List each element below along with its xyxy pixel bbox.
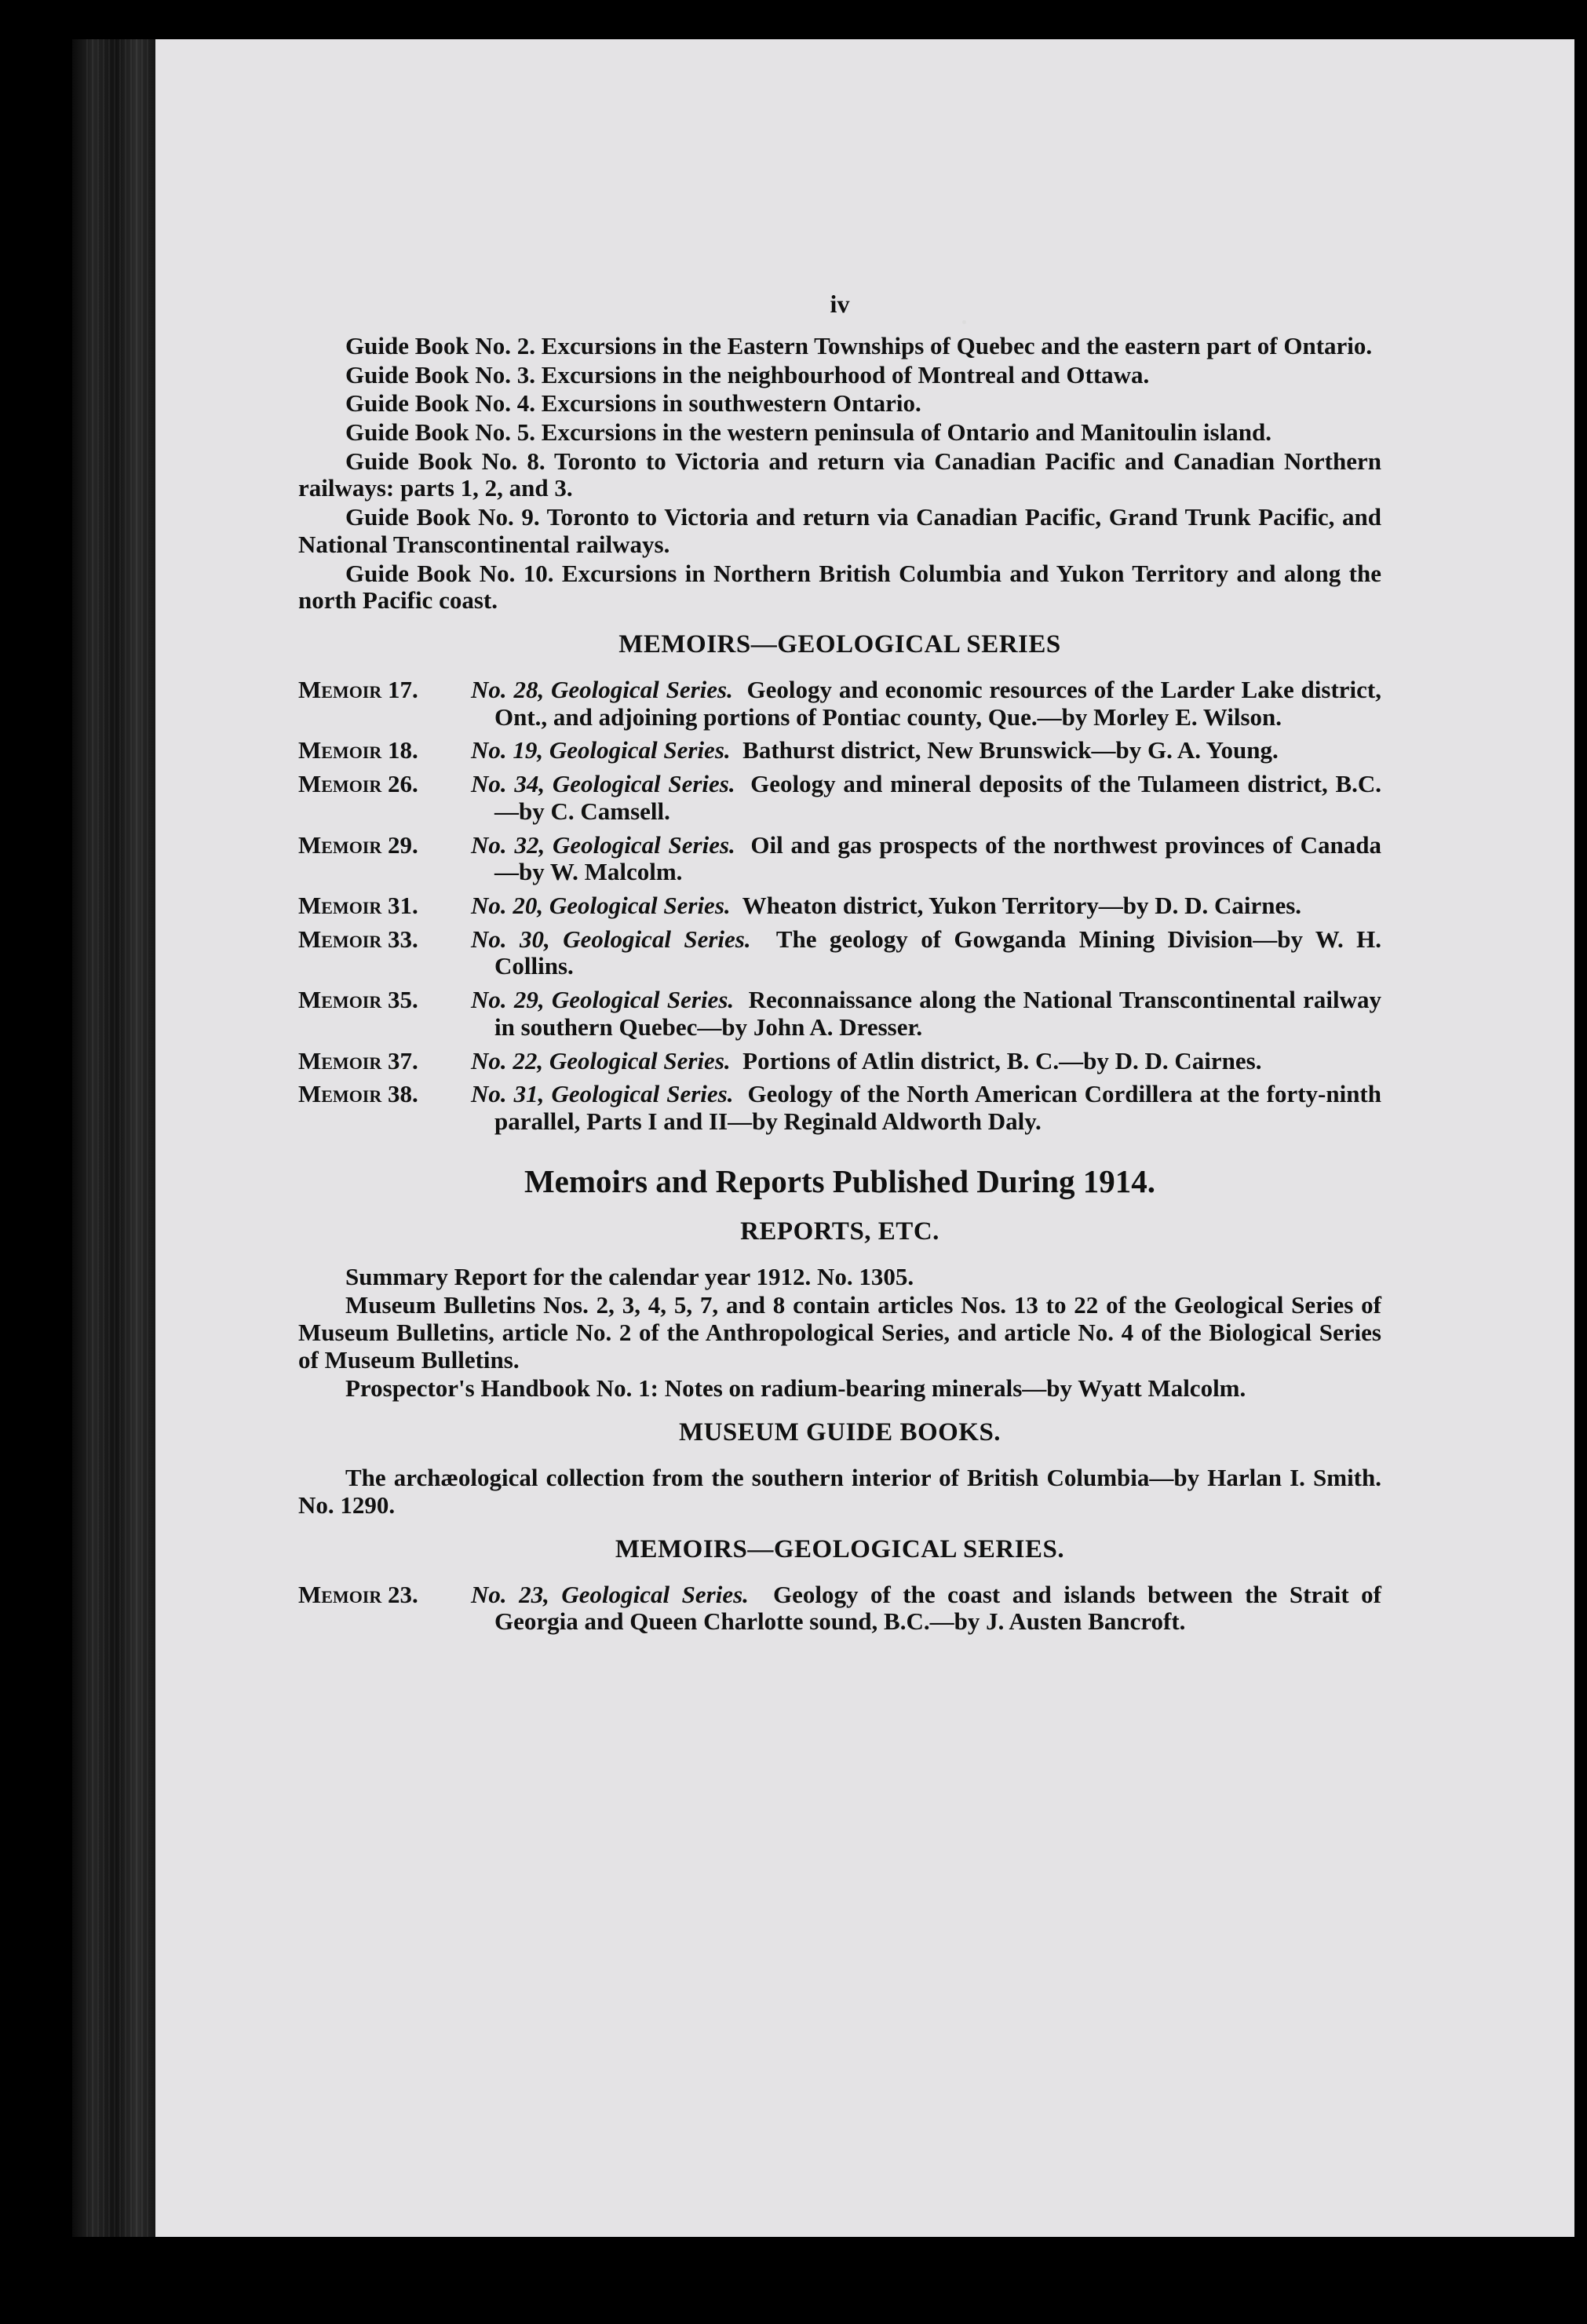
memoir-series: No. 23, Geological Series. bbox=[471, 1580, 749, 1608]
memoir-label: Memoir 18. bbox=[298, 736, 418, 764]
memoir-series: No. 19, Geological Series. bbox=[471, 736, 731, 764]
memoir-entry bbox=[298, 926, 1381, 980]
memoir-text bbox=[471, 1081, 1381, 1135]
memoir-series: No. 34, Geological Series. bbox=[471, 770, 735, 798]
memoir-entry bbox=[298, 677, 1381, 731]
memoir-text bbox=[471, 1582, 1381, 1636]
memoir-entry bbox=[298, 771, 1381, 825]
memoir-description: Portions of Atlin district, B. C.—by D. D. Cairnes. bbox=[742, 1046, 1262, 1074]
memoir-text bbox=[471, 677, 1381, 731]
report-entry: Prospector's Handbook No. 1: Notes on radium-bearing minerals—by Wyatt Malcolm. bbox=[345, 1374, 1246, 1403]
museum-guide-entry: The archæological collection from the southern interior of British Columbia—by Harlan I. Smith. No. 1290. bbox=[298, 1464, 1381, 1519]
memoir-entry bbox=[298, 1081, 1381, 1135]
memoir-description: Reconnaissance along the National Transcontinental railway in southern Quebec—by John A. Dresser. bbox=[494, 986, 1381, 1041]
memoir-description: Wheaton district, Yukon Territory—by D. D. Cairnes. bbox=[742, 892, 1302, 919]
memoir-entry bbox=[298, 832, 1381, 886]
guide-book-entry: Guide Book No. 9. Toronto to Victoria and return via Canadian Pacific, Grand Trunk Pacific, and National Transcontinental railways. bbox=[298, 503, 1381, 558]
guide-book-entry: Guide Book No. 3. Excursions in the neighbourhood of Montreal and Ottawa. bbox=[345, 360, 1150, 389]
memoir-text bbox=[471, 926, 1381, 980]
guide-book-entry: Guide Book No. 8. Toronto to Victoria and return via Canadian Pacific and Canadian Northern railways: parts 1, 2, and 3. bbox=[298, 447, 1381, 502]
memoir-label: Memoir 23. bbox=[298, 1580, 418, 1608]
guide-book-entry: Guide Book No. 4. Excursions in southwestern Ontario. bbox=[345, 389, 921, 418]
memoir-description: Geology and economic resources of the Larder Lake district, Ont., and adjoining portions of Pontiac county, Que.—by Morley E. Wilson. bbox=[494, 675, 1381, 731]
memoir-label: Memoir 33. bbox=[298, 925, 418, 953]
memoir-description: Oil and gas prospects of the northwest provinces of Canada—by W. Malcolm. bbox=[494, 830, 1381, 886]
memoir-text bbox=[471, 832, 1381, 886]
memoir-text bbox=[471, 1048, 1381, 1075]
memoir-text bbox=[471, 987, 1381, 1041]
memoir-series: No. 31, Geological Series. bbox=[471, 1080, 734, 1108]
guide-book-list bbox=[298, 333, 1381, 615]
memoir-label: Memoir 17. bbox=[298, 675, 418, 703]
memoir-series: No. 28, Geological Series. bbox=[471, 675, 733, 703]
memoir-entry bbox=[298, 892, 1381, 920]
memoir-text bbox=[471, 771, 1381, 825]
memoir-entry bbox=[298, 1582, 1381, 1636]
page-number: iv bbox=[830, 290, 850, 318]
section-heading-memoirs: MEMOIRS—GEOLOGICAL SERIES bbox=[618, 630, 1061, 659]
page-content bbox=[298, 290, 1381, 1642]
report-entry: Summary Report for the calendar year 1912. No. 1305. bbox=[345, 1262, 914, 1290]
memoir-entry bbox=[298, 987, 1381, 1041]
memoir-series: No. 22, Geological Series. bbox=[471, 1046, 731, 1074]
memoir-series: No. 29, Geological Series. bbox=[471, 986, 735, 1014]
guide-book-entry: Guide Book No. 10. Excursions in Northern British Columbia and Yukon Territory and along the north Pacific coast. bbox=[298, 559, 1381, 615]
memoir-entry bbox=[298, 1048, 1381, 1075]
memoir-label: Memoir 35. bbox=[298, 986, 418, 1014]
guide-book-entry: Guide Book No. 2. Excursions in the Eastern Townships of Quebec and the eastern part of Ontario. bbox=[345, 331, 1373, 359]
section-title-1914: Memoirs and Reports Published During 1914. bbox=[524, 1162, 1156, 1199]
guide-book-entry: Guide Book No. 5. Excursions in the western peninsula of Ontario and Manitoulin island. bbox=[345, 418, 1271, 446]
memoir-description: The geology of Gowganda Mining Division—by W. H. Collins. bbox=[494, 925, 1381, 980]
memoir-series: No. 20, Geological Series. bbox=[471, 892, 731, 919]
memoir-label: Memoir 37. bbox=[298, 1046, 418, 1074]
section-heading-reports: REPORTS, ETC. bbox=[740, 1217, 939, 1246]
report-list bbox=[298, 1264, 1381, 1403]
memoir-description: Bathurst district, New Brunswick—by G. A. Young. bbox=[742, 736, 1279, 764]
memoir-label: Memoir 31. bbox=[298, 892, 418, 919]
memoir-description: Geology of the coast and islands between the Strait of Georgia and Queen Charlotte sound, B.C.—by J. Austen Bancroft. bbox=[494, 1580, 1382, 1636]
section-heading-museum-guide-books: MUSEUM GUIDE BOOKS. bbox=[678, 1418, 1001, 1447]
memoir-list-1 bbox=[298, 677, 1381, 1136]
memoir-label: Memoir 29. bbox=[298, 830, 418, 859]
memoir-series: No. 30, Geological Series. bbox=[471, 925, 751, 953]
spine-texture bbox=[86, 39, 149, 2237]
memoir-description: Geology of the North American Cordillera at the forty-ninth parallel, Parts I and II—by Reginald Aldworth Daly. bbox=[494, 1080, 1381, 1136]
memoir-text bbox=[471, 892, 1381, 920]
memoir-label: Memoir 26. bbox=[298, 770, 418, 798]
memoir-description: Geology and mineral deposits of the Tulameen district, B.C.—by C. Camsell. bbox=[494, 770, 1382, 825]
memoir-series: No. 32, Geological Series. bbox=[471, 830, 735, 859]
memoir-label: Memoir 38. bbox=[298, 1080, 418, 1108]
memoir-list-2 bbox=[298, 1582, 1381, 1636]
report-entry: Museum Bulletins Nos. 2, 3, 4, 5, 7, and 8 contain articles Nos. 13 to 22 of the Geological Series of Museum Bulletins, article No. 2 of the Anthropological Series, and article No. 4 of the Biological Series of Museum Bulletins. bbox=[298, 1291, 1381, 1374]
memoir-entry bbox=[298, 737, 1381, 764]
section-heading-memoirs-2: MEMOIRS—GEOLOGICAL SERIES. bbox=[615, 1534, 1065, 1563]
memoir-text bbox=[471, 737, 1381, 764]
